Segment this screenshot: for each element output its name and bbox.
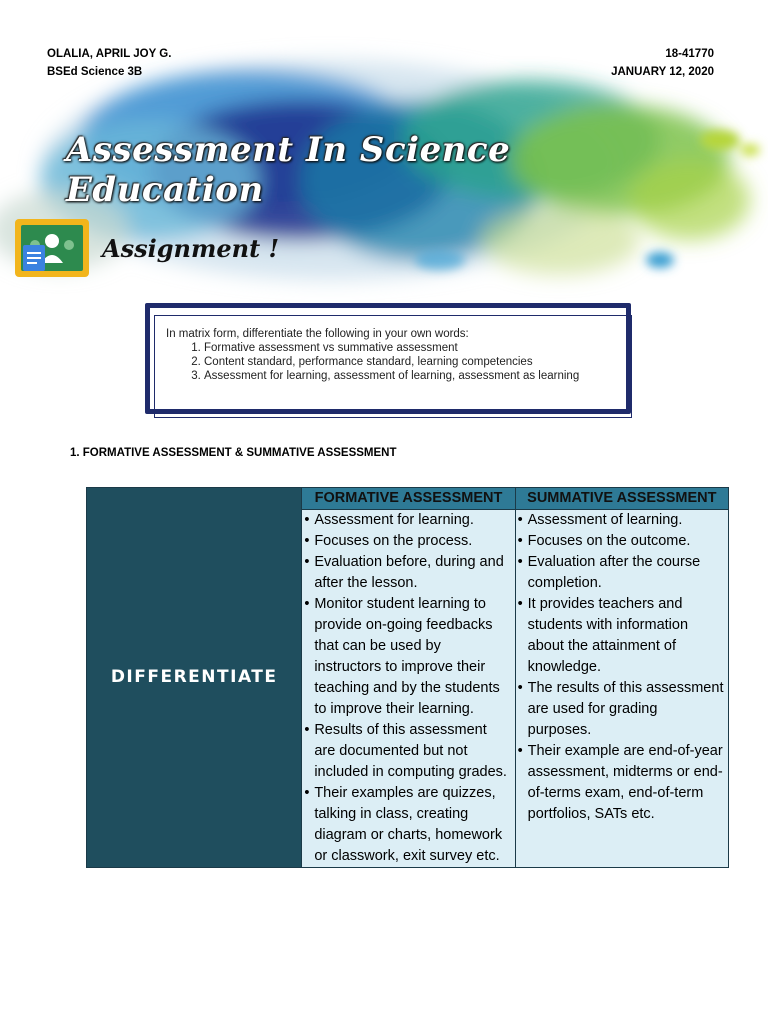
list-item: • Focuses on the process. [304, 531, 510, 552]
student-name: OLALIA, APRIL JOY G. [47, 48, 172, 60]
list-item: • Evaluation after the course completion. [518, 552, 724, 594]
column-header-formative: FORMATIVE ASSESSMENT [302, 488, 515, 510]
column-header-summative: SUMMATIVE ASSESSMENT [515, 488, 728, 510]
list-item: • It provides teachers and students with information about the attainment of knowledge. [518, 594, 724, 678]
submission-info [611, 45, 714, 81]
list-item: • The results of this assessment are used for grading purposes. [518, 678, 724, 741]
list-item: • Assessment of learning. [518, 510, 724, 531]
assignment-label: Assignment ! [102, 234, 280, 263]
instruction-item: 1. Formative assessment vs summative assessment [204, 341, 579, 355]
submission-date: JANUARY 12, 2020 [611, 66, 714, 78]
list-item: • Monitor student learning to provide on-going feedbacks that can be used by instructors to improve their teaching and by the students to improve their learning. [304, 594, 510, 720]
google-classroom-icon [15, 219, 89, 277]
list-item: • Their example are end-of-year assessment, midterms or end-of-terms exam, end-of-term portfolios, SATs etc. [518, 741, 724, 825]
row-label: DIFFERENTIATE [87, 488, 302, 868]
student-id: 18-41770 [665, 48, 714, 60]
list-item: • Evaluation before, during and after the lesson. [304, 552, 510, 594]
list-item: • Their examples are quizzes, talking in class, creating diagram or charts, homework or classwork, exit survey etc. [304, 783, 510, 867]
student-info [47, 45, 171, 81]
section-heading: 1. FORMATIVE ASSESSMENT & SUMMATIVE ASSESSMENT [70, 447, 397, 459]
student-course: BSEd Science 3B [47, 66, 143, 78]
instruction-intro: In matrix form, differentiate the following in your own words: [166, 328, 469, 340]
instruction-item: 2. Content standard, performance standard, learning competencies [204, 355, 579, 369]
summative-cell [515, 510, 728, 868]
instruction-list [166, 341, 579, 383]
instruction-box [166, 327, 579, 383]
list-item: • Focuses on the outcome. [518, 531, 724, 552]
list-item: • Results of this assessment are documented but not included in computing grades. [304, 720, 510, 783]
formative-cell [302, 510, 515, 868]
list-item: • Assessment for learning. [304, 510, 510, 531]
instruction-item: 3. Assessment for learning, assessment of learning, assessment as learning [204, 369, 579, 383]
comparison-matrix [86, 487, 729, 868]
document-title: Assessment In Science Education [66, 130, 511, 210]
